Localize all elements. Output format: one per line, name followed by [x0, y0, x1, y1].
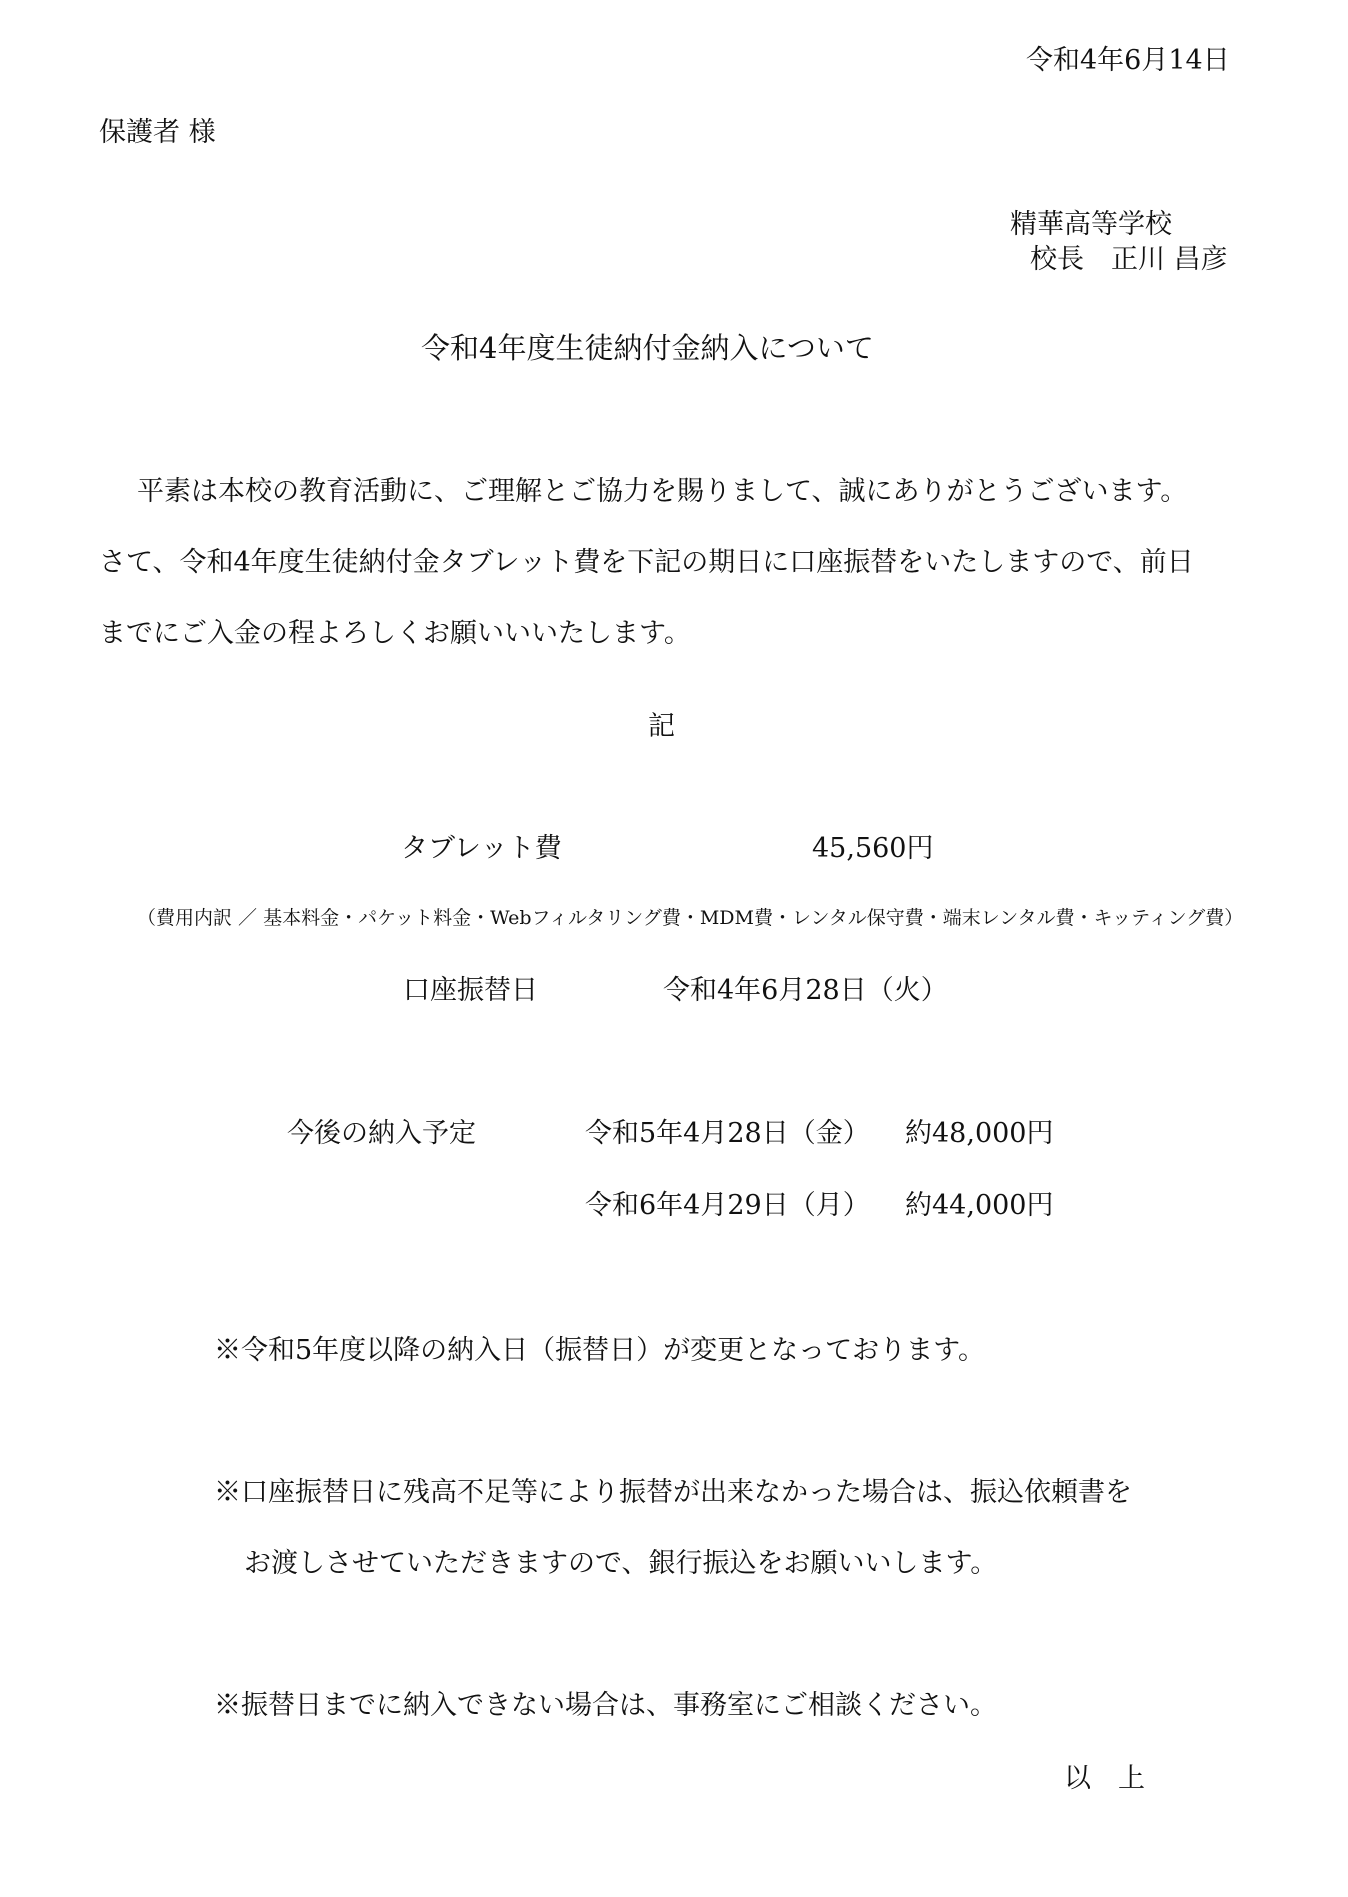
transfer-date: 令和4年6月28日（火） [663, 975, 948, 1006]
note-insufficient-balance-line-1: ※口座振替日に残高不足等により振替が出来なかった場合は、振込依頼書を [214, 1477, 1132, 1508]
sender-school: 精華高等学校 [1010, 209, 1172, 240]
fee-breakdown: （費用内訳 ／ 基本料金・パケット料金・Webフィルタリング費・MDM費・レンタル保守費・端末レンタル費・キッティング費） [137, 907, 1244, 929]
body-paragraph-line-3: までにご入金の程よろしくお願いいいたします。 [99, 618, 691, 649]
body-paragraph-line-2: さて、令和4年度生徒納付金タブレット費を下記の期日に口座振替をいたしますので、前日 [99, 547, 1194, 578]
note-contact-office: ※振替日までに納入できない場合は、事務室にご相談ください。 [214, 1690, 997, 1721]
note-insufficient-balance-line-2: お渡しさせていただきますので、銀行振込をお願いいします。 [244, 1548, 998, 1579]
schedule-date-2: 令和6年4月29日（月） [585, 1190, 870, 1221]
schedule-amount-2: 約44,000円 [905, 1190, 1054, 1221]
transfer-label: 口座振替日 [403, 975, 538, 1006]
recipient: 保護者 様 [99, 117, 216, 148]
schedule-label: 今後の納入予定 [287, 1118, 476, 1149]
fee-amount: 45,560円 [812, 833, 934, 864]
closing: 以 上 [1064, 1763, 1145, 1794]
sender-principal: 校長 正川 昌彦 [1030, 244, 1228, 275]
issue-date: 令和4年6月14日 [1026, 45, 1230, 76]
body-paragraph-line-1: 平素は本校の教育活動に、ご理解とご協力を賜りまして、誠にありがとうございます。 [137, 476, 1188, 507]
note-schedule-change: ※令和5年度以降の納入日（振替日）が変更となっております。 [214, 1335, 986, 1366]
ki-heading: 記 [648, 711, 675, 742]
document-title: 令和4年度生徒納付金納入について [421, 331, 874, 365]
schedule-amount-1: 約48,000円 [905, 1118, 1054, 1149]
schedule-date-1: 令和5年4月28日（金） [585, 1118, 870, 1149]
fee-label: タブレット費 [401, 833, 562, 864]
